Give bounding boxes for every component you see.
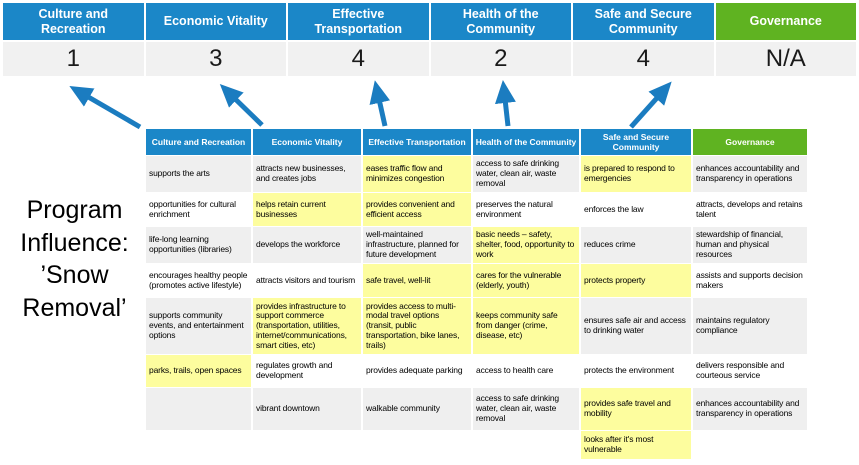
matrix-cell: regulates growth and development (253, 355, 361, 387)
influence-arrow (227, 91, 262, 125)
matrix-cell: ensures safe air and access to drinking water (581, 298, 691, 354)
score-safe-secure-community: 4 (573, 42, 714, 76)
matrix-cell: access to health care (473, 355, 579, 387)
matrix-cell: enhances accountability and transparency in operations (693, 156, 807, 192)
matrix-cell: looks after it's most vulnerable (581, 431, 691, 459)
matrix-cell: parks, trails, open spaces (146, 355, 251, 387)
matrix-cell: opportunities for cultural enrichment (146, 193, 251, 226)
summary-header-governance: Governance (716, 3, 857, 40)
matrix-cell (146, 431, 251, 459)
matrix-cell: encourages healthy people (promotes active lifestyle) (146, 264, 251, 297)
matrix-cell: supports the arts (146, 156, 251, 192)
matrix-cell: access to safe drinking water, clean air, waste removal (473, 156, 579, 192)
matrix-cell: provides convenient and efficient access (363, 193, 471, 226)
influence-arrow (377, 90, 385, 126)
score-culture-recreation: 1 (3, 42, 144, 76)
matrix-cell: provides infrastructure to support commerce (transportation, utilities, internet/communications, smart cities, etc) (253, 298, 361, 354)
matrix-cell: stewardship of financial, human and physical resources (693, 227, 807, 263)
matrix-cell: keeps community safe from danger (crime, disease, etc) (473, 298, 579, 354)
matrix-cell: protects property (581, 264, 691, 297)
program-influence-label: Program Influence: ’Snow Removal’ (20, 196, 129, 322)
matrix-header-5: Governance (693, 129, 807, 155)
matrix-cell (146, 388, 251, 430)
matrix-cell: access to safe drinking water, clean air, waste removal (473, 388, 579, 430)
matrix-cell: vibrant downtown (253, 388, 361, 430)
matrix-cell: life-long learning opportunities (libraries) (146, 227, 251, 263)
matrix-header-0: Culture and Recreation (146, 129, 251, 155)
influence-arrow (631, 89, 665, 127)
matrix-cell (473, 431, 579, 459)
summary-header-culture-recreation: Culture and Recreation (3, 3, 144, 40)
matrix-cell: preserves the natural environment (473, 193, 579, 226)
matrix-cell: cares for the vulnerable (elderly, youth) (473, 264, 579, 297)
matrix-cell: safe travel, well-lit (363, 264, 471, 297)
summary-header-safe-secure-community: Safe and Secure Community (573, 3, 714, 40)
matrix-cell: attracts, develops and retains talent (693, 193, 807, 226)
matrix-cell: reduces crime (581, 227, 691, 263)
summary-band (3, 3, 856, 76)
matrix-cell: delivers responsible and courteous service (693, 355, 807, 387)
score-effective-transportation: 4 (288, 42, 429, 76)
matrix-cell: enhances accountability and transparency in operations (693, 388, 807, 430)
matrix-cell: develops the workforce (253, 227, 361, 263)
matrix-cell: enforces the law (581, 193, 691, 226)
results-matrix (146, 129, 807, 459)
score-governance: N/A (716, 42, 857, 76)
influence-arrow (504, 90, 508, 126)
matrix-cell: provides safe travel and mobility (581, 388, 691, 430)
matrix-cell: attracts visitors and tourism (253, 264, 361, 297)
matrix-cell: helps retain current businesses (253, 193, 361, 226)
matrix-header-4: Safe and Secure Community (581, 129, 691, 155)
matrix-cell (363, 431, 471, 459)
matrix-cell: attracts new businesses, and creates jobs (253, 156, 361, 192)
matrix-cell: provides adequate parking (363, 355, 471, 387)
score-health-community: 2 (431, 42, 572, 76)
score-economic-vitality: 3 (146, 42, 287, 76)
summary-header-health-community: Health of the Community (431, 3, 572, 40)
matrix-cell: eases traffic flow and minimizes congestion (363, 156, 471, 192)
matrix-cell: assists and supports decision makers (693, 264, 807, 297)
matrix-cell: is prepared to respond to emergencies (581, 156, 691, 192)
matrix-cell: well-maintained infrastructure, planned for future development (363, 227, 471, 263)
summary-header-effective-transportation: Effective Transportation (288, 3, 429, 40)
summary-header-economic-vitality: Economic Vitality (146, 3, 287, 40)
matrix-header-1: Economic Vitality (253, 129, 361, 155)
matrix-cell (693, 431, 807, 459)
matrix-cell: provides access to multi-modal travel options (transit, public transportation, bike lanes, trails) (363, 298, 471, 354)
matrix-cell: walkable community (363, 388, 471, 430)
matrix-header-2: Effective Transportation (363, 129, 471, 155)
matrix-cell: maintains regulatory compliance (693, 298, 807, 354)
matrix-cell: protects the environment (581, 355, 691, 387)
matrix-header-3: Health of the Community (473, 129, 579, 155)
influence-arrow (78, 91, 140, 127)
matrix-cell: basic needs – safety, shelter, food, opportunity to work (473, 227, 579, 263)
matrix-cell: supports community events, and entertainment options (146, 298, 251, 354)
matrix-cell (253, 431, 361, 459)
